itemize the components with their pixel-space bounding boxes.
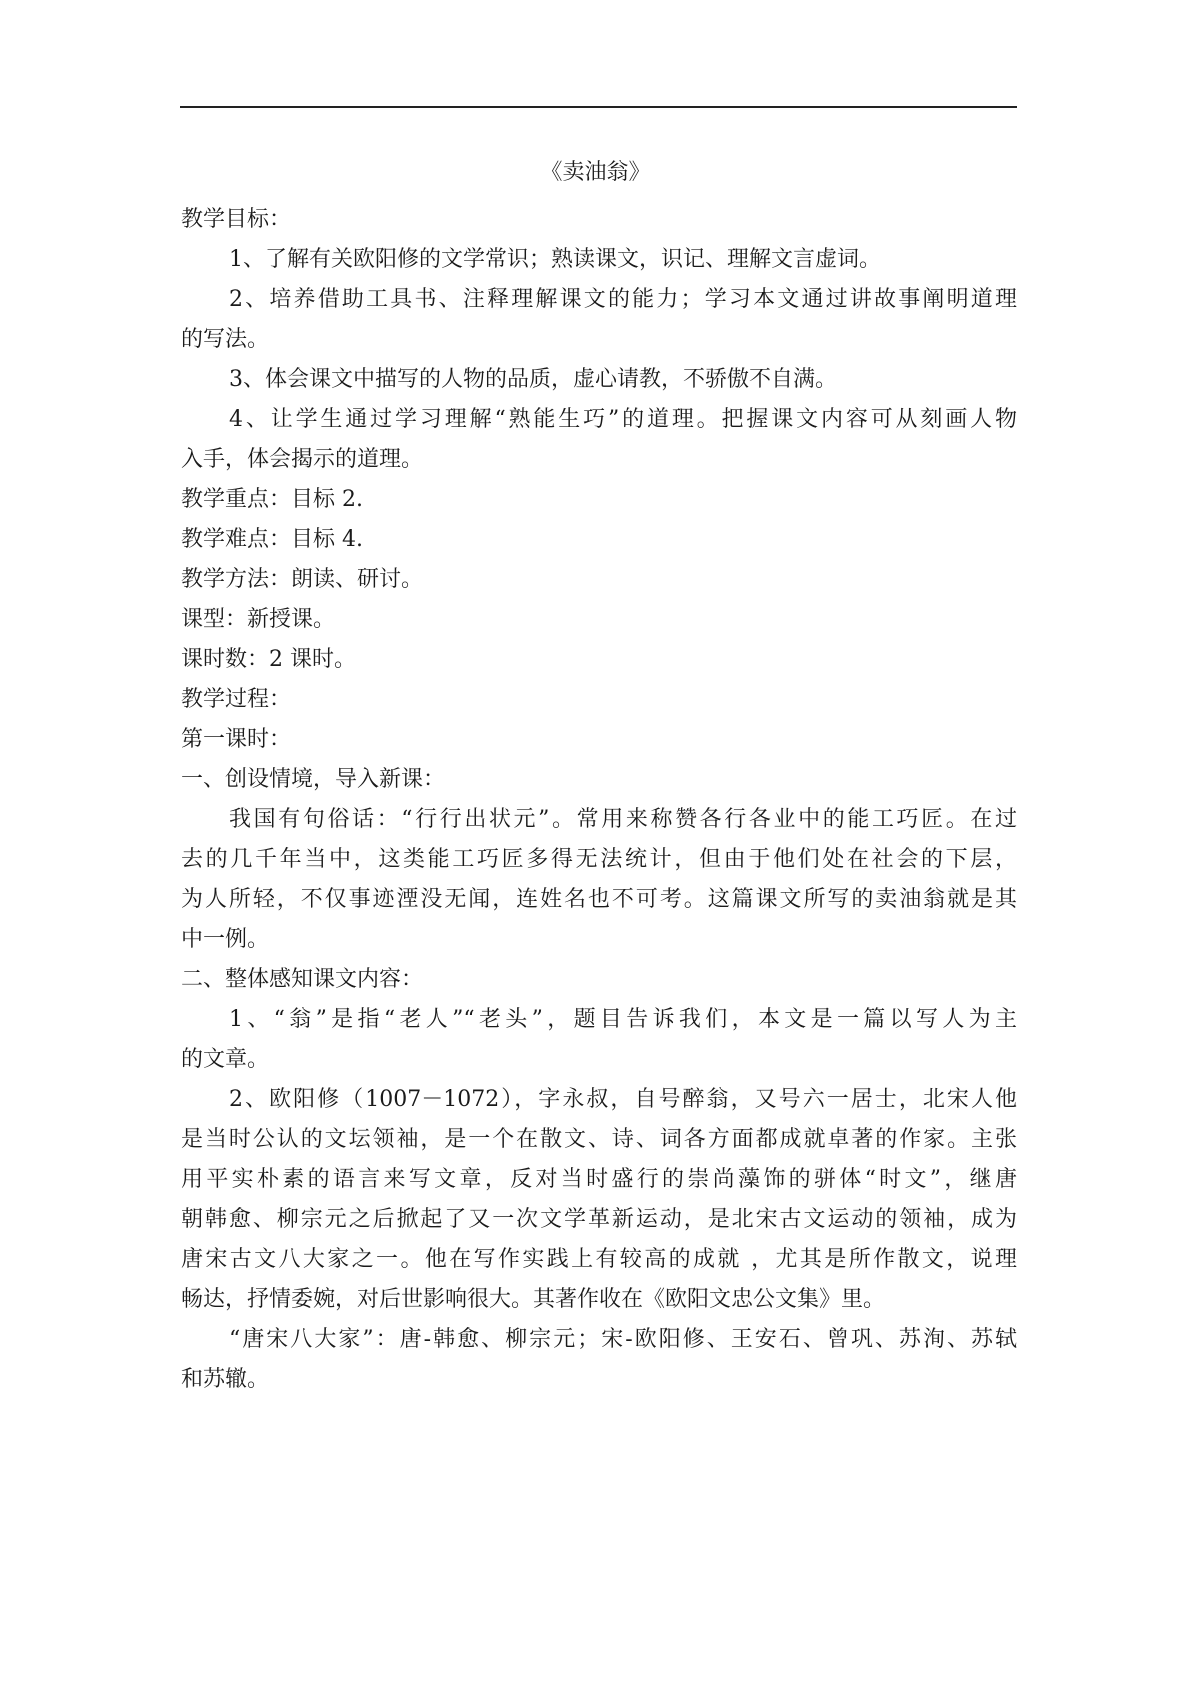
document-body	[181, 200, 1017, 1400]
lesson-hours: 课时数：2 课时。	[181, 647, 356, 672]
section-2-item-1-line-2: 的文章。	[181, 1047, 270, 1072]
section-2-heading: 二、整体感知课文内容：	[181, 967, 424, 992]
goal-4-line-2: 入手，体会揭示的道理。	[181, 447, 424, 472]
goal-3-line-1: 3、体会课文中描写的人物的品质，虚心请教，不骄傲不自满。	[229, 367, 837, 392]
teaching-process-heading: 教学过程：	[181, 687, 292, 712]
section-1-heading: 一、创设情境，导入新课：	[181, 767, 446, 792]
goal-1-line-1: 1、了解有关欧阳修的文学常识；熟读课文，识记、理解文言虚词。	[229, 247, 881, 272]
teaching-focus: 教学重点：目标 2.	[181, 487, 363, 512]
lesson-type: 课型：新授课。	[181, 607, 336, 632]
section-2-item-2-line-1: 2、欧阳修（1007－1072），字永叔，自号醉翁，又号六一居士，北宋人他	[229, 1087, 1017, 1112]
goal-4-line-1: 4、让学生通过学习理解“熟能生巧”的道理。把握课文内容可从刻画人物	[229, 407, 1017, 432]
section-2-item-2-line-4: 朝韩愈、柳宗元之后掀起了又一次文学革新运动，是北宋古文运动的领袖，成为	[181, 1207, 1017, 1232]
section-2-item-2-line-2: 是当时公认的文坛领袖，是一个在散文、诗、词各方面都成就卓著的作家。主张	[181, 1127, 1017, 1152]
section-2-item-2-line-6: 畅达，抒情委婉，对后世影响很大。其著作收在《欧阳文忠公文集》里。	[181, 1287, 886, 1312]
teaching-method: 教学方法：朗读、研讨。	[181, 567, 424, 592]
header-rule	[180, 106, 1017, 108]
section-2-item-2-line-3: 用平实朴素的语言来写文章，反对当时盛行的崇尚藻饰的骈体“时文”，继唐	[181, 1167, 1017, 1192]
section-2-item-3-line-1: “唐宋八大家”：唐-韩愈、柳宗元；宋-欧阳修、王安石、曾巩、苏洵、苏轼	[229, 1327, 1017, 1352]
section-1-para-line-4: 中一例。	[181, 927, 270, 952]
section-2-item-2-line-5: 唐宋古文八大家之一。他在写作实践上有较高的成就 ，尤其是所作散文，说理	[181, 1247, 1017, 1272]
section-2-item-3-line-2: 和苏辙。	[181, 1367, 270, 1392]
goal-2-line-2: 的写法。	[181, 327, 270, 352]
section-2-item-1-line-1: 1、“翁”是指“老人”“老头”，题目告诉我们，本文是一篇以写人为主	[229, 1007, 1017, 1032]
first-period-heading: 第一课时：	[181, 727, 292, 752]
document-title: 《卖油翁》	[540, 160, 651, 185]
goal-2-line-1: 2、培养借助工具书、注释理解课文的能力；学习本文通过讲故事阐明道理	[229, 287, 1017, 312]
section-1-para-line-1: 我国有句俗话：“行行出状元”。常用来称赞各行各业中的能工巧匠。在过	[229, 807, 1017, 832]
section-1-para-line-2: 去的几千年当中，这类能工巧匠多得无法统计，但由于他们处在社会的下层，	[181, 847, 1017, 872]
goals-heading: 教学目标：	[181, 207, 292, 232]
section-1-para-line-3: 为人所轻，不仅事迹湮没无闻，连姓名也不可考。这篇课文所写的卖油翁就是其	[181, 887, 1017, 912]
teaching-difficulty: 教学难点：目标 4.	[181, 527, 363, 552]
